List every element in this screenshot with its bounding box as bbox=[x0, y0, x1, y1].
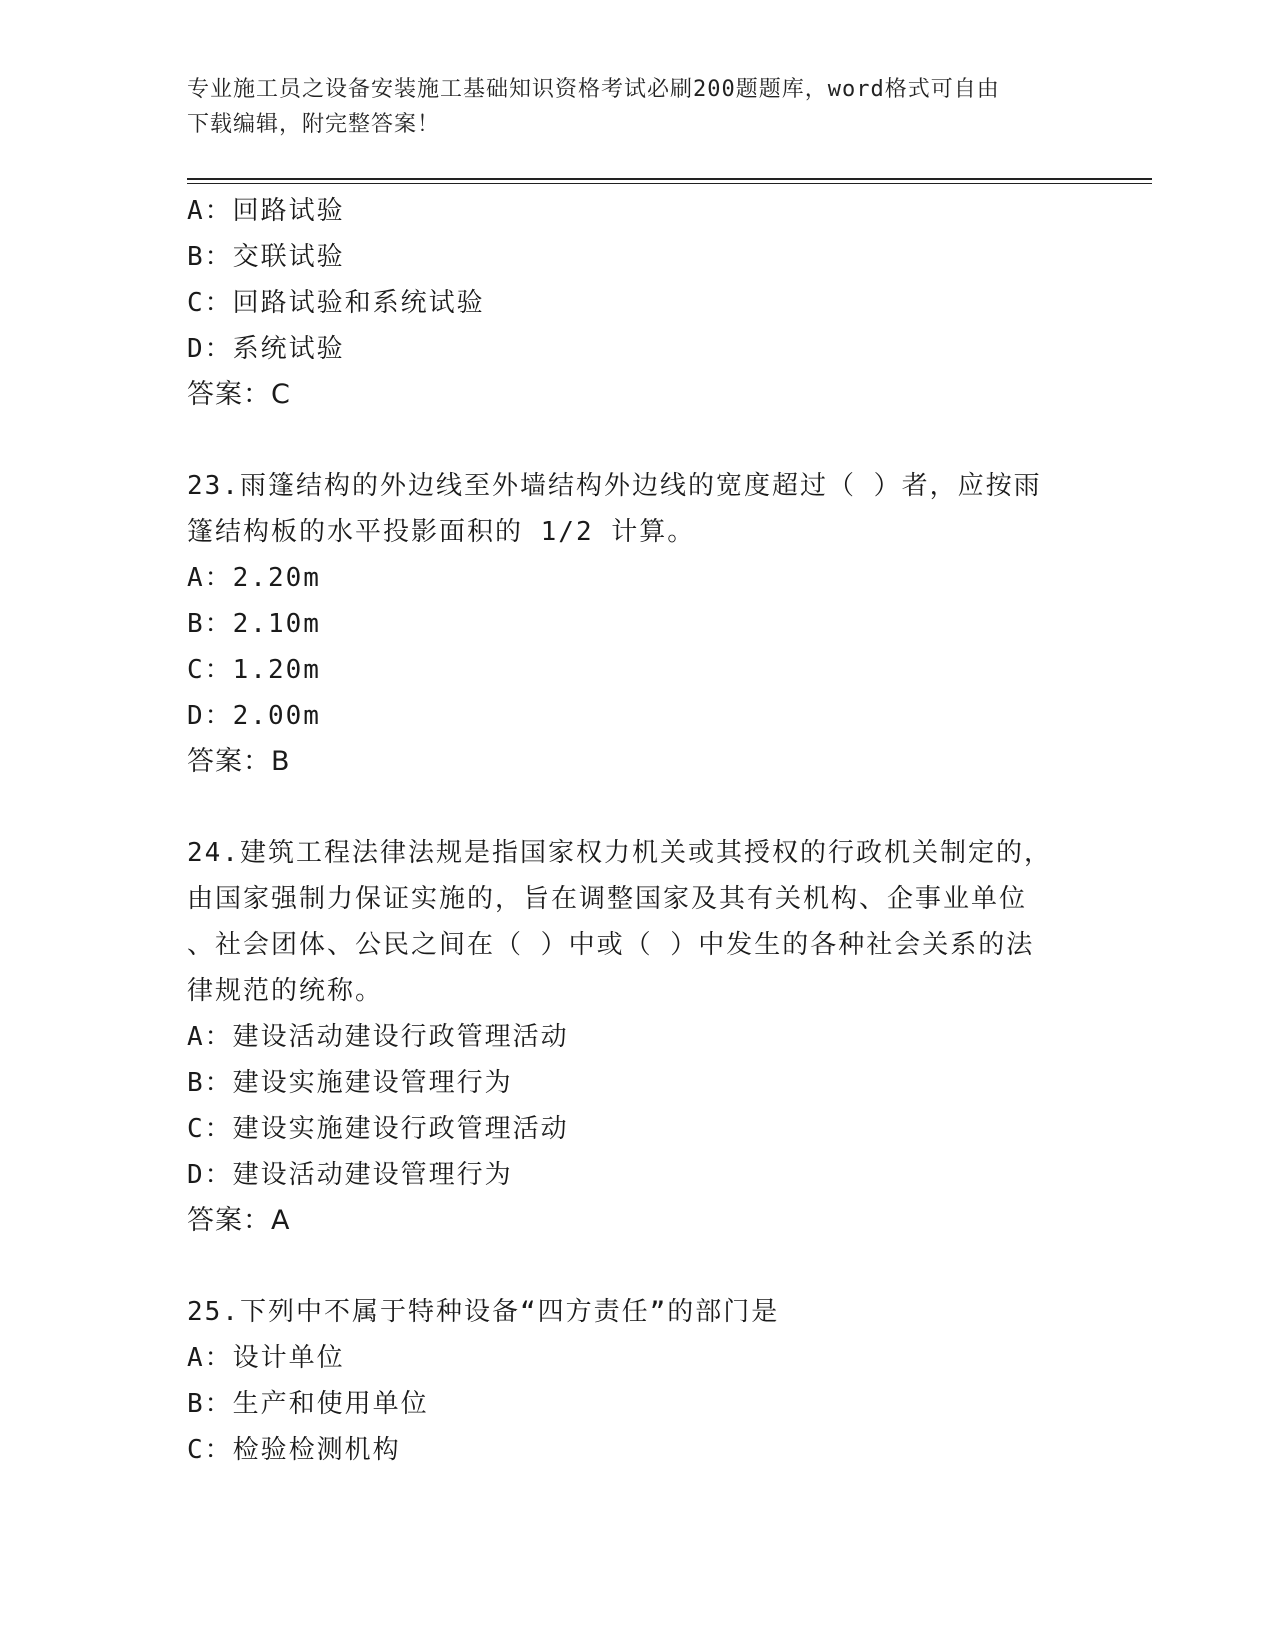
option-a: A：建设活动建设行政管理活动 bbox=[187, 1022, 569, 1052]
header-divider-thick bbox=[187, 178, 1152, 180]
question-stem-line: 由国家强制力保证实施的，旨在调整国家及其有关机构、企事业单位 bbox=[187, 884, 1028, 914]
question-stem-line: 24.建筑工程法律法规是指国家权力机关或其授权的行政机关制定的， bbox=[187, 838, 1052, 868]
question-list bbox=[187, 188, 1087, 1473]
option-b: B：生产和使用单位 bbox=[187, 1389, 429, 1419]
option-c: C：回路试验和系统试验 bbox=[187, 288, 485, 318]
answer-line: 答案：C bbox=[187, 379, 291, 410]
header-title-line-1: 专业施工员之设备安装施工基础知识资格考试必刷200题题库，word格式可自由 bbox=[187, 77, 1000, 102]
option-b: B：交联试验 bbox=[187, 242, 345, 272]
question-stem-line: 篷结构板的水平投影面积的 1/2 计算。 bbox=[187, 517, 696, 547]
question-stem-line: 25.下列中不属于特种设备“四方责任”的部门是 bbox=[187, 1297, 780, 1327]
option-c: C：检验检测机构 bbox=[187, 1435, 401, 1465]
document-header bbox=[187, 72, 1087, 142]
option-b: B：建设实施建设管理行为 bbox=[187, 1068, 513, 1098]
option-d: D：2.00m bbox=[187, 701, 321, 731]
header-title-line-2: 下载编辑，附完整答案！ bbox=[187, 112, 441, 137]
spacer bbox=[187, 418, 1087, 463]
spacer bbox=[187, 1244, 1087, 1289]
option-a: A：2.20m bbox=[187, 563, 321, 593]
answer-line: 答案：B bbox=[187, 746, 291, 777]
question-25 bbox=[187, 1289, 1087, 1473]
question-22 bbox=[187, 188, 1087, 418]
question-stem-line: 23.雨篷结构的外边线至外墙结构外边线的宽度超过（ ）者，应按雨 bbox=[187, 471, 1042, 501]
question-stem-line: 、社会团体、公民之间在（ ）中或（ ）中发生的各种社会关系的法 bbox=[187, 930, 1035, 960]
question-stem-line: 律规范的统称。 bbox=[187, 976, 384, 1006]
option-b: B：2.10m bbox=[187, 609, 321, 639]
header-divider-thin bbox=[187, 183, 1152, 184]
option-c: C：1.20m bbox=[187, 655, 321, 685]
spacer bbox=[187, 785, 1087, 830]
option-a: A：设计单位 bbox=[187, 1343, 345, 1373]
option-d: D：建设活动建设管理行为 bbox=[187, 1160, 513, 1190]
answer-line: 答案：A bbox=[187, 1205, 291, 1236]
option-a: A：回路试验 bbox=[187, 196, 345, 226]
option-c: C：建设实施建设行政管理活动 bbox=[187, 1114, 569, 1144]
question-23 bbox=[187, 463, 1087, 785]
question-24 bbox=[187, 830, 1087, 1244]
option-d: D：系统试验 bbox=[187, 334, 345, 364]
